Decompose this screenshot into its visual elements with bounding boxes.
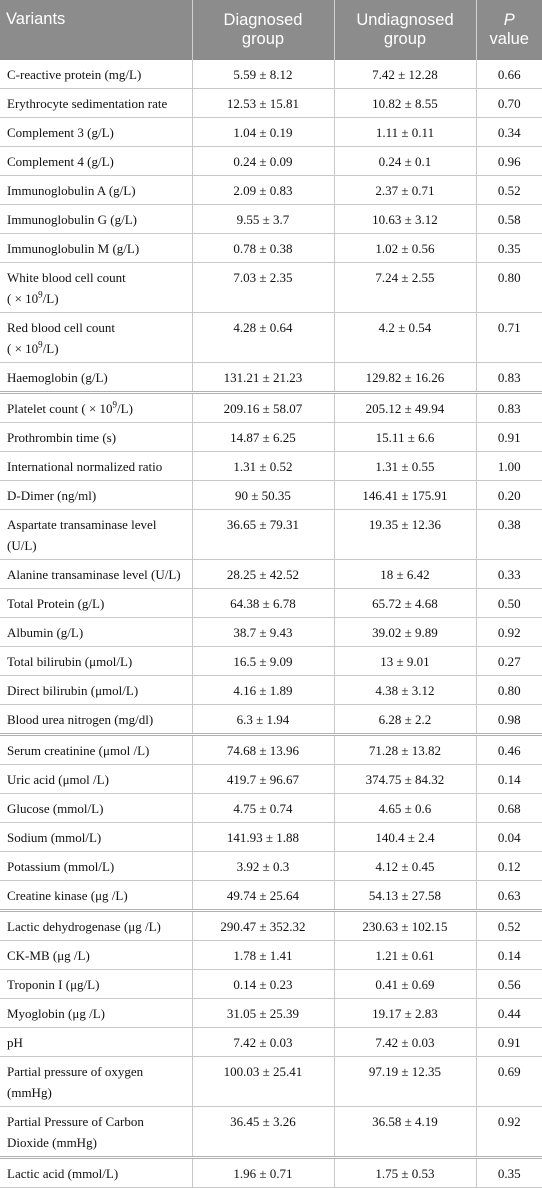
cell-p-value: 0.83 bbox=[476, 393, 542, 423]
cell-p-value: 0.98 bbox=[476, 705, 542, 735]
cell-p-value: 0.52 bbox=[476, 911, 542, 941]
variant-unit-post: /L) bbox=[42, 341, 59, 356]
cell-variant bbox=[0, 881, 192, 911]
cell-diagnosed: 7.42 ± 0.03 bbox=[192, 1028, 334, 1057]
cell-p-value: 0.56 bbox=[476, 970, 542, 999]
cell-p-value: 0.34 bbox=[476, 118, 542, 147]
cell-undiagnosed: 1.02 ± 0.56 bbox=[334, 234, 476, 263]
cell-diagnosed: 100.03 ± 25.41 bbox=[192, 1057, 334, 1107]
table-row bbox=[0, 481, 542, 510]
cell-diagnosed: 31.05 ± 25.39 bbox=[192, 999, 334, 1028]
table-row bbox=[0, 765, 542, 794]
variant-label: Red blood cell count bbox=[7, 320, 115, 335]
cell-undiagnosed: 7.24 ± 2.55 bbox=[334, 263, 476, 313]
table-row bbox=[0, 393, 542, 423]
variant-unit-superscript: 9 bbox=[38, 339, 43, 350]
cell-p-value: 0.92 bbox=[476, 618, 542, 647]
cell-undiagnosed: 1.21 ± 0.61 bbox=[334, 941, 476, 970]
cell-variant bbox=[0, 911, 192, 941]
cell-variant bbox=[0, 60, 192, 89]
cell-variant bbox=[0, 852, 192, 881]
table-row bbox=[0, 313, 542, 363]
cell-diagnosed: 90 ± 50.35 bbox=[192, 481, 334, 510]
table-row bbox=[0, 705, 542, 735]
table-header bbox=[0, 0, 542, 60]
cell-undiagnosed: 4.38 ± 3.12 bbox=[334, 676, 476, 705]
cell-undiagnosed: 2.37 ± 0.71 bbox=[334, 176, 476, 205]
table-row bbox=[0, 452, 542, 481]
cell-diagnosed: 1.96 ± 0.71 bbox=[192, 1158, 334, 1188]
cell-variant bbox=[0, 1107, 192, 1158]
cell-p-value: 0.20 bbox=[476, 481, 542, 510]
table-row bbox=[0, 60, 542, 89]
cell-undiagnosed: 39.02 ± 9.89 bbox=[334, 618, 476, 647]
variant-label: Complement 4 (g/L) bbox=[7, 154, 114, 169]
table-row bbox=[0, 205, 542, 234]
cell-undiagnosed: 71.28 ± 13.82 bbox=[334, 735, 476, 765]
table-row bbox=[0, 147, 542, 176]
cell-undiagnosed: 146.41 ± 175.91 bbox=[334, 481, 476, 510]
table-row bbox=[0, 823, 542, 852]
cell-diagnosed: 2.09 ± 0.83 bbox=[192, 176, 334, 205]
cell-variant bbox=[0, 313, 192, 363]
cell-variant bbox=[0, 263, 192, 313]
cell-diagnosed: 6.3 ± 1.94 bbox=[192, 705, 334, 735]
header-variants bbox=[0, 0, 192, 60]
cell-p-value: 0.70 bbox=[476, 89, 542, 118]
variant-label: Lactic dehydrogenase (μg /L) bbox=[7, 919, 161, 934]
cell-p-value: 0.83 bbox=[476, 363, 542, 393]
cell-diagnosed: 0.14 ± 0.23 bbox=[192, 970, 334, 999]
table-row bbox=[0, 263, 542, 313]
variant-unit-pre: ( × 10 bbox=[7, 341, 39, 356]
cell-diagnosed: 14.87 ± 6.25 bbox=[192, 423, 334, 452]
cell-variant bbox=[0, 452, 192, 481]
table-row bbox=[0, 676, 542, 705]
cell-diagnosed: 4.75 ± 0.74 bbox=[192, 794, 334, 823]
variant-unit-post: /L) bbox=[117, 401, 133, 416]
cell-variant bbox=[0, 647, 192, 676]
cell-diagnosed: 64.38 ± 6.78 bbox=[192, 589, 334, 618]
cell-undiagnosed: 4.2 ± 0.54 bbox=[334, 313, 476, 363]
variant-label: Immunoglobulin M (g/L) bbox=[7, 241, 140, 256]
cell-diagnosed: 4.16 ± 1.89 bbox=[192, 676, 334, 705]
variant-label: Total Protein (g/L) bbox=[7, 596, 105, 611]
variant-label: Immunoglobulin G (g/L) bbox=[7, 212, 137, 227]
cell-undiagnosed: 1.11 ± 0.11 bbox=[334, 118, 476, 147]
cell-diagnosed: 209.16 ± 58.07 bbox=[192, 393, 334, 423]
header-diagnosed-group bbox=[192, 0, 334, 60]
cell-diagnosed: 1.04 ± 0.19 bbox=[192, 118, 334, 147]
variant-label: Potassium (mmol/L) bbox=[7, 859, 115, 874]
cell-variant bbox=[0, 89, 192, 118]
variant-label: International normalized ratio bbox=[7, 459, 163, 474]
cell-variant bbox=[0, 970, 192, 999]
cell-p-value: 0.50 bbox=[476, 589, 542, 618]
cell-diagnosed: 141.93 ± 1.88 bbox=[192, 823, 334, 852]
table-row bbox=[0, 999, 542, 1028]
table-row bbox=[0, 1028, 542, 1057]
table-row bbox=[0, 1158, 542, 1188]
cell-p-value: 0.33 bbox=[476, 560, 542, 589]
cell-variant bbox=[0, 560, 192, 589]
cell-undiagnosed: 6.28 ± 2.2 bbox=[334, 705, 476, 735]
cell-variant bbox=[0, 205, 192, 234]
cell-undiagnosed: 97.19 ± 12.35 bbox=[334, 1057, 476, 1107]
cell-p-value: 0.14 bbox=[476, 765, 542, 794]
table-row bbox=[0, 89, 542, 118]
cell-undiagnosed: 0.41 ± 0.69 bbox=[334, 970, 476, 999]
cell-diagnosed: 290.47 ± 352.32 bbox=[192, 911, 334, 941]
cell-undiagnosed: 7.42 ± 12.28 bbox=[334, 60, 476, 89]
cell-p-value: 0.71 bbox=[476, 313, 542, 363]
cell-diagnosed: 3.92 ± 0.3 bbox=[192, 852, 334, 881]
variant-label: CK-MB (μg /L) bbox=[7, 948, 90, 963]
table-row bbox=[0, 423, 542, 452]
table-row bbox=[0, 1057, 542, 1107]
cell-undiagnosed: 10.82 ± 8.55 bbox=[334, 89, 476, 118]
header-p-line2: value bbox=[489, 30, 529, 48]
cell-p-value: 0.04 bbox=[476, 823, 542, 852]
cell-p-value: 0.66 bbox=[476, 60, 542, 89]
variant-label: Direct bilirubin (μmol/L) bbox=[7, 683, 139, 698]
variant-label: Prothrombin time (s) bbox=[7, 430, 117, 445]
cell-p-value: 0.35 bbox=[476, 1158, 542, 1188]
cell-diagnosed: 74.68 ± 13.96 bbox=[192, 735, 334, 765]
table-row bbox=[0, 618, 542, 647]
table-row bbox=[0, 735, 542, 765]
cell-p-value: 0.52 bbox=[476, 176, 542, 205]
variant-label: C-reactive protein (mg/L) bbox=[7, 67, 142, 82]
variant-label: Glucose (mmol/L) bbox=[7, 801, 104, 816]
table-row bbox=[0, 647, 542, 676]
cell-variant bbox=[0, 765, 192, 794]
cell-undiagnosed: 4.65 ± 0.6 bbox=[334, 794, 476, 823]
cell-undiagnosed: 7.42 ± 0.03 bbox=[334, 1028, 476, 1057]
table-row bbox=[0, 1107, 542, 1158]
table-row bbox=[0, 911, 542, 941]
cell-variant bbox=[0, 118, 192, 147]
cell-undiagnosed: 36.58 ± 4.19 bbox=[334, 1107, 476, 1158]
cell-p-value: 0.69 bbox=[476, 1057, 542, 1107]
cell-p-value: 0.46 bbox=[476, 735, 542, 765]
cell-undiagnosed: 13 ± 9.01 bbox=[334, 647, 476, 676]
cell-undiagnosed: 19.35 ± 12.36 bbox=[334, 510, 476, 560]
cell-undiagnosed: 374.75 ± 84.32 bbox=[334, 765, 476, 794]
cell-p-value: 0.44 bbox=[476, 999, 542, 1028]
variant-unit-pre: ( × 10 bbox=[7, 291, 39, 306]
cell-p-value: 0.63 bbox=[476, 881, 542, 911]
cell-undiagnosed: 19.17 ± 2.83 bbox=[334, 999, 476, 1028]
header-diagnosed-line1: Diagnosed bbox=[223, 11, 303, 29]
cell-diagnosed: 16.5 ± 9.09 bbox=[192, 647, 334, 676]
cell-variant bbox=[0, 510, 192, 560]
variant-label: Haemoglobin (g/L) bbox=[7, 370, 108, 385]
cell-variant bbox=[0, 823, 192, 852]
cell-p-value: 0.38 bbox=[476, 510, 542, 560]
cell-p-value: 0.68 bbox=[476, 794, 542, 823]
variant-label: Total bilirubin (μmol/L) bbox=[7, 654, 133, 669]
table-row bbox=[0, 970, 542, 999]
variant-label: Lactic acid (mmol/L) bbox=[7, 1166, 119, 1181]
variant-label: Complement 3 (g/L) bbox=[7, 125, 114, 140]
cell-p-value: 0.27 bbox=[476, 647, 542, 676]
cell-p-value: 0.96 bbox=[476, 147, 542, 176]
cell-undiagnosed: 65.72 ± 4.68 bbox=[334, 589, 476, 618]
header-diagnosed-line2: group bbox=[241, 30, 285, 48]
cell-diagnosed: 36.65 ± 79.31 bbox=[192, 510, 334, 560]
cell-p-value: 0.58 bbox=[476, 205, 542, 234]
cell-undiagnosed: 205.12 ± 49.94 bbox=[334, 393, 476, 423]
table-row bbox=[0, 560, 542, 589]
table-row bbox=[0, 941, 542, 970]
variant-label: pH bbox=[7, 1035, 23, 1050]
table-body bbox=[0, 60, 542, 1188]
cell-p-value: 0.80 bbox=[476, 676, 542, 705]
header-p-value bbox=[476, 0, 542, 60]
variant-label: Blood urea nitrogen (mg/dl) bbox=[7, 712, 154, 727]
cell-variant bbox=[0, 1028, 192, 1057]
cell-variant bbox=[0, 941, 192, 970]
cell-diagnosed: 4.28 ± 0.64 bbox=[192, 313, 334, 363]
cell-p-value: 0.35 bbox=[476, 234, 542, 263]
variant-label: Creatine kinase (μg /L) bbox=[7, 888, 128, 903]
variant-label: Partial pressure of oxygen (mmHg) bbox=[7, 1064, 144, 1100]
cell-diagnosed: 0.78 ± 0.38 bbox=[192, 234, 334, 263]
variant-label: D-Dimer (ng/ml) bbox=[7, 488, 97, 503]
variant-unit-superscript: 9 bbox=[38, 289, 43, 300]
cell-variant bbox=[0, 1158, 192, 1188]
variant-label: Myoglobin (μg /L) bbox=[7, 1006, 105, 1021]
cell-diagnosed: 131.21 ± 21.23 bbox=[192, 363, 334, 393]
cell-undiagnosed: 1.31 ± 0.55 bbox=[334, 452, 476, 481]
table-row bbox=[0, 881, 542, 911]
cell-diagnosed: 7.03 ± 2.35 bbox=[192, 263, 334, 313]
header-p-line1: P bbox=[503, 11, 515, 29]
cell-variant bbox=[0, 481, 192, 510]
cell-p-value: 0.92 bbox=[476, 1107, 542, 1158]
table-row bbox=[0, 234, 542, 263]
variant-label: Sodium (mmol/L) bbox=[7, 830, 102, 845]
cell-undiagnosed: 18 ± 6.42 bbox=[334, 560, 476, 589]
cell-variant bbox=[0, 735, 192, 765]
cell-diagnosed: 1.78 ± 1.41 bbox=[192, 941, 334, 970]
variant-label: Platelet count ( × 10 bbox=[7, 401, 113, 416]
cell-variant bbox=[0, 999, 192, 1028]
cell-diagnosed: 28.25 ± 42.52 bbox=[192, 560, 334, 589]
cell-p-value: 0.14 bbox=[476, 941, 542, 970]
cell-undiagnosed: 15.11 ± 6.6 bbox=[334, 423, 476, 452]
cell-undiagnosed: 54.13 ± 27.58 bbox=[334, 881, 476, 911]
variant-label: Serum creatinine (μmol /L) bbox=[7, 743, 150, 758]
cell-diagnosed: 36.45 ± 3.26 bbox=[192, 1107, 334, 1158]
variant-label: Uric acid (μmol /L) bbox=[7, 772, 109, 787]
variant-label: Troponin I (μg/L) bbox=[7, 977, 100, 992]
cell-variant bbox=[0, 705, 192, 735]
variant-label: Albumin (g/L) bbox=[7, 625, 84, 640]
cell-undiagnosed: 10.63 ± 3.12 bbox=[334, 205, 476, 234]
cell-undiagnosed: 230.63 ± 102.15 bbox=[334, 911, 476, 941]
variant-label: Aspartate transaminase level (U/L) bbox=[7, 517, 157, 553]
cell-p-value: 0.80 bbox=[476, 263, 542, 313]
variant-label: Erythrocyte sedimentation rate bbox=[7, 96, 168, 111]
table-row bbox=[0, 794, 542, 823]
cell-variant bbox=[0, 393, 192, 423]
cell-p-value: 1.00 bbox=[476, 452, 542, 481]
cell-diagnosed: 1.31 ± 0.52 bbox=[192, 452, 334, 481]
cell-undiagnosed: 1.75 ± 0.53 bbox=[334, 1158, 476, 1188]
variant-label: White blood cell count bbox=[7, 270, 126, 285]
cell-variant bbox=[0, 147, 192, 176]
header-undiagnosed-line1: Undiagnosed bbox=[356, 11, 454, 29]
table-row bbox=[0, 176, 542, 205]
cell-undiagnosed: 140.4 ± 2.4 bbox=[334, 823, 476, 852]
header-undiagnosed-line2: group bbox=[383, 30, 427, 48]
cell-diagnosed: 49.74 ± 25.64 bbox=[192, 881, 334, 911]
variant-label: Immunoglobulin A (g/L) bbox=[7, 183, 136, 198]
cell-p-value: 0.91 bbox=[476, 423, 542, 452]
cell-diagnosed: 0.24 ± 0.09 bbox=[192, 147, 334, 176]
cell-variant bbox=[0, 1057, 192, 1107]
table-row bbox=[0, 363, 542, 393]
table-row bbox=[0, 510, 542, 560]
variant-superscript: 9 bbox=[112, 399, 118, 410]
header-undiagnosed-group bbox=[334, 0, 476, 60]
cell-p-value: 0.91 bbox=[476, 1028, 542, 1057]
cell-diagnosed: 419.7 ± 96.67 bbox=[192, 765, 334, 794]
cell-variant bbox=[0, 176, 192, 205]
cell-variant bbox=[0, 363, 192, 393]
cell-undiagnosed: 0.24 ± 0.1 bbox=[334, 147, 476, 176]
cell-undiagnosed: 4.12 ± 0.45 bbox=[334, 852, 476, 881]
cell-variant bbox=[0, 423, 192, 452]
header-variants-label: Variants bbox=[6, 10, 66, 28]
cell-variant bbox=[0, 676, 192, 705]
cell-undiagnosed: 129.82 ± 16.26 bbox=[334, 363, 476, 393]
cell-p-value: 0.12 bbox=[476, 852, 542, 881]
table-row bbox=[0, 589, 542, 618]
cell-diagnosed: 5.59 ± 8.12 bbox=[192, 60, 334, 89]
cell-diagnosed: 38.7 ± 9.43 bbox=[192, 618, 334, 647]
cell-diagnosed: 12.53 ± 15.81 bbox=[192, 89, 334, 118]
table-row bbox=[0, 852, 542, 881]
variant-label: Partial Pressure of Carbon Dioxide (mmHg) bbox=[7, 1114, 144, 1150]
table-row bbox=[0, 118, 542, 147]
cell-variant bbox=[0, 794, 192, 823]
cell-variant bbox=[0, 589, 192, 618]
variant-unit-post: /L) bbox=[42, 291, 59, 306]
cell-diagnosed: 9.55 ± 3.7 bbox=[192, 205, 334, 234]
cell-variant bbox=[0, 234, 192, 263]
cell-variant bbox=[0, 618, 192, 647]
variant-label: Alanine transaminase level (U/L) bbox=[7, 567, 181, 582]
